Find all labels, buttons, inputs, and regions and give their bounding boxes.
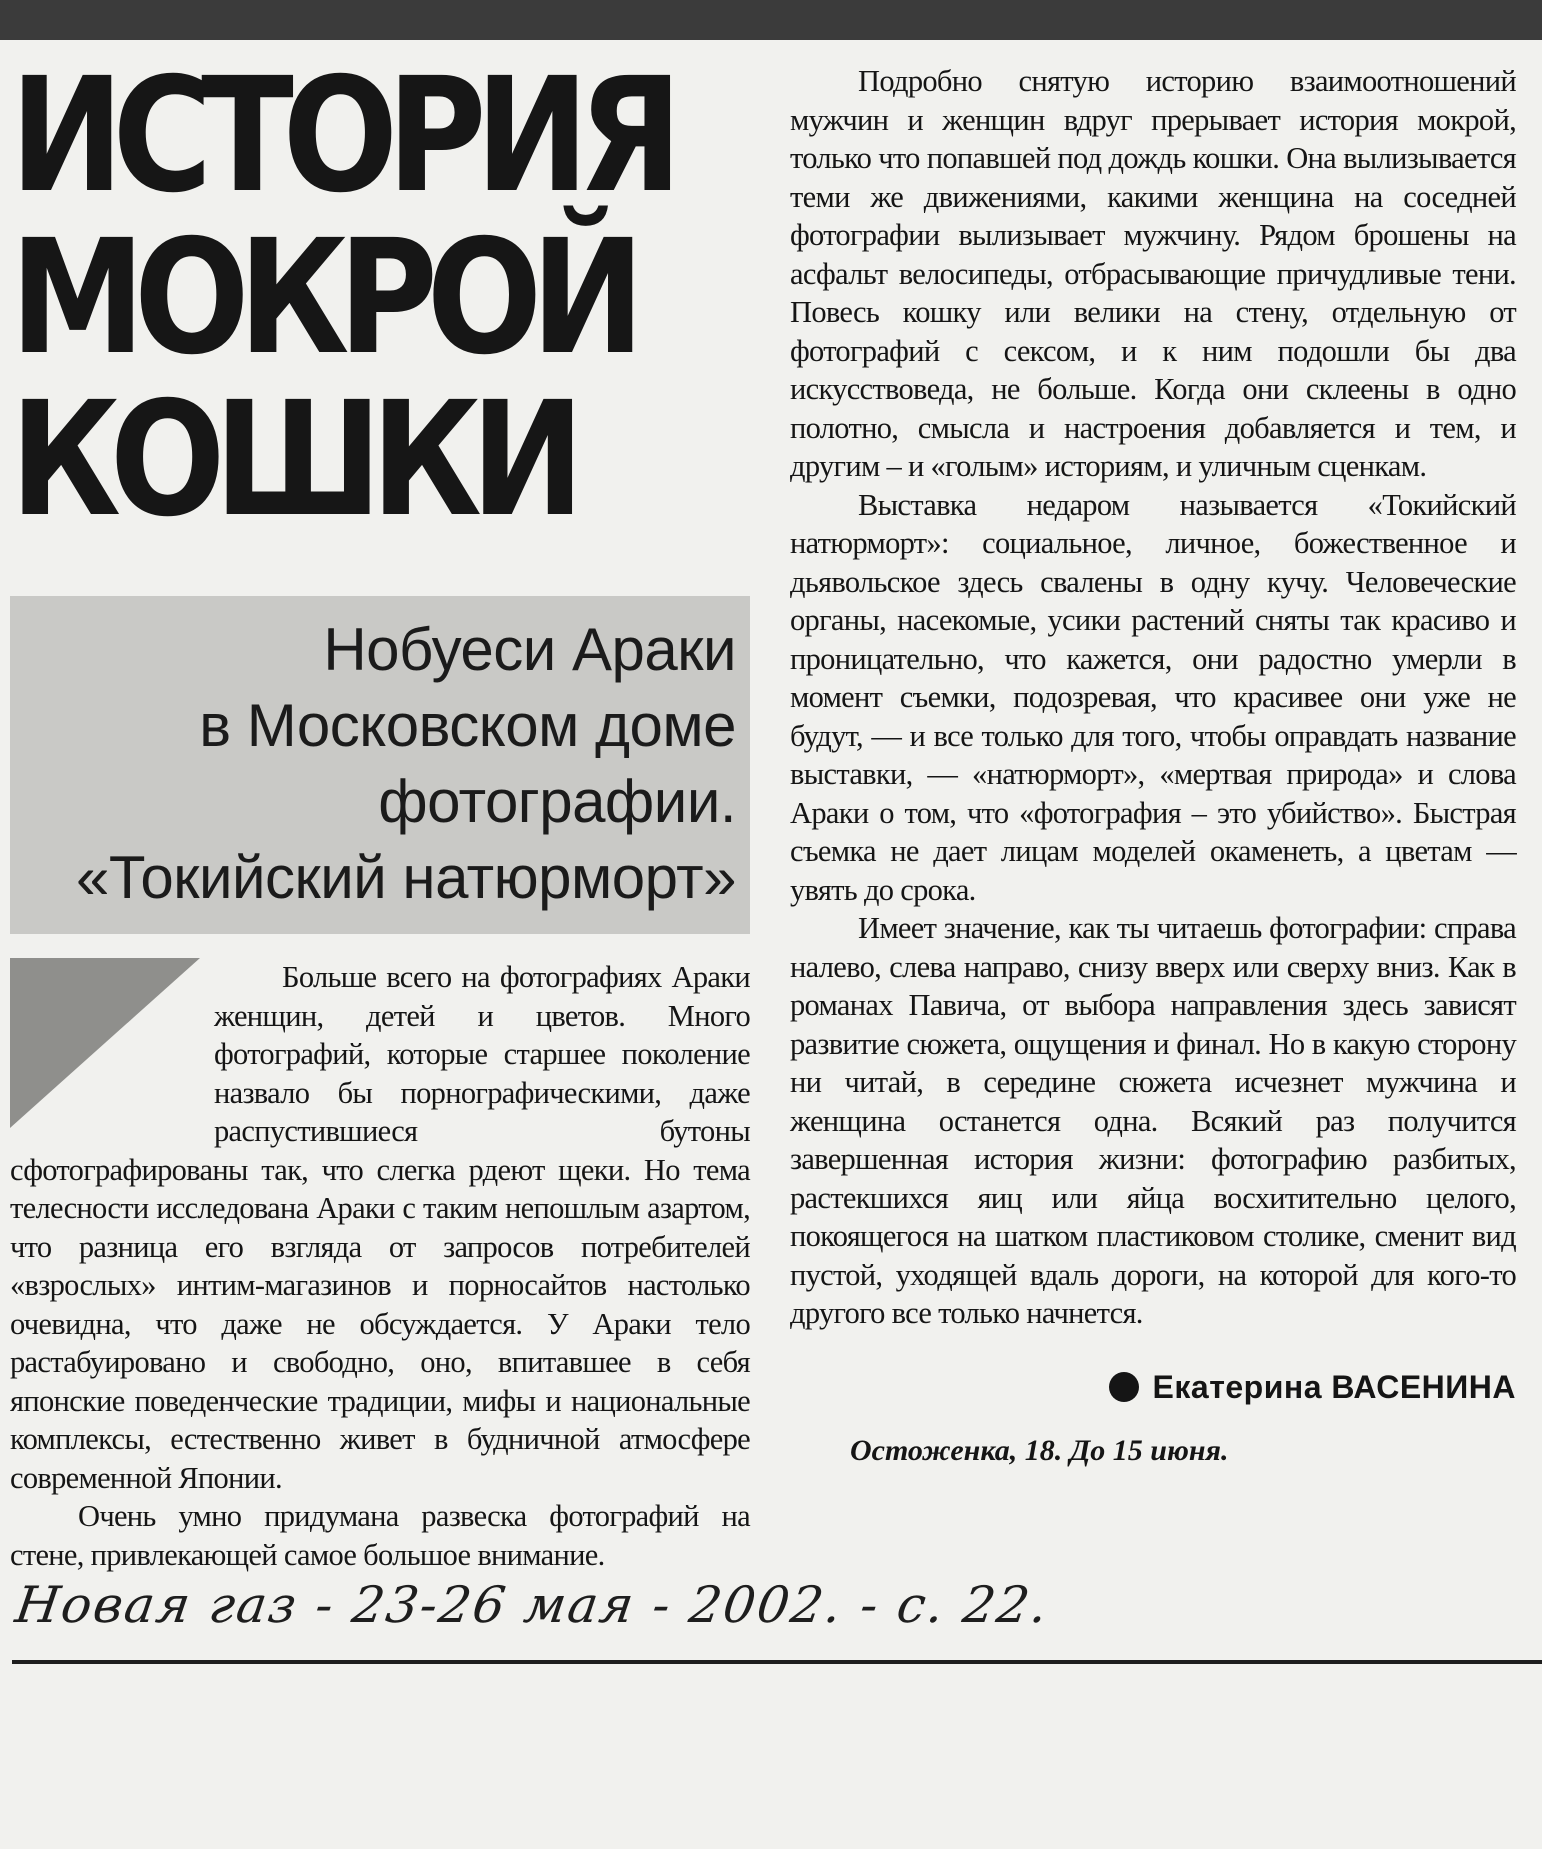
venue-info: Остоженка, 18. До 15 июня. [850, 1433, 1229, 1467]
author-byline [790, 1369, 1516, 1406]
article-paragraph: Выставка недаром называется «Токийский натюрморт»: социальное, личное, божественное и дьявольское здесь свалены в одну кучу. Человеческие органы, насекомые, усики растений сняты так красиво и проницательно, что кажется, они радостно умерли в момент съемки, подозревая, что красивее они уже не будут, — и все только для того, чтобы оправдать название выставки, — «натюрморт», «мертвая природа» и слова Араки о том, что «фотография – это убийство». Быстрая съемка не дает лицам моделей окаменеть, а цветам — увять до срока. [790, 487, 1516, 907]
left-body-text [10, 958, 750, 1574]
article-paragraph: Имеет значение, как ты читаешь фотографии: справа налево, слева направо, снизу вверх или сверху вниз. Как в романах Павича, от выбора направления здесь зависят развитие сюжета, ощущения и финал. Но в какую сторону ни читай, в середине сюжета исчезнет мужчина и женщина останется одна. Всякий раз получится завершенная история жизни: фотографию разбитых, растекшихся яиц или яйца восхитительно целого, покоящегося на шатком пластиковом столике, сменит вид пустой, уходящей вдаль дороги, на которой для кого-то другого все только начнется. [790, 911, 1516, 1330]
subtitle-line-4: «Токийский натюрморт» [76, 844, 736, 911]
top-dark-bar [0, 0, 1542, 40]
subtitle-line-1: Нобуеси Араки [323, 616, 736, 683]
subtitle-box [10, 596, 750, 934]
author-name: Екатерина ВАСЕНИНА [1152, 1368, 1516, 1405]
handwritten-underline [12, 1660, 1542, 1664]
article-paragraph: Подробно снятую историю взаимоотношений мужчин и женщин вдруг прерывает история мокрой, только что попавшей под дождь кошки. Она вылизывается теми же движениями, какими женщина на соседней фотографии вылизывает мужчину. Рядом брошены на асфальт велосипеды, отбрасывающие причудливые тени. Повесь кошку или велики на стену, отдельную от фотографий с сексом, и к ним подошли бы два искусствоведа, не больше. Когда они склеены в одно полотно, смысла и настроения добавляется и тем, и другим – и «голым» историям, и уличным сценкам. [790, 64, 1516, 483]
article-paragraph: Больше всего на фотографиях Араки женщин, детей и цветов. Много фотографий, которые старшее поколение назвало бы порнографическими, даже распустившиеся бутоны сфотографированы так, что слегка рдеют щеки. Но тема телесности исследована Араки с таким непошлым азартом, что разница его взгляда от запросов потребителей «взрослых» интим-магазинов и порносайтов настолько очевидна, что даже не обсуждается. У Араки тело растабуировано и свободно, оно, впитавшее в себя японские поведенческие традиции, мифы и национальные комплексы, естественно живет в будничной атмосфере современной Японии. [10, 960, 750, 1495]
handwritten-source-note: Новая газ - 23-26 мая - 2002. - с. 22. [11, 1576, 1053, 1634]
subtitle-line-3: фотографии. [378, 768, 736, 835]
headline-line-1: ИСТОРИЯ [10, 44, 672, 228]
headline-line-3: КОШКИ [10, 368, 574, 552]
article-paragraph: Очень умно придумана развеска фотографий на стене, привлекающей самое большое внимание. [10, 1499, 750, 1572]
right-column [790, 62, 1516, 1468]
bullet-dot-icon [1109, 1372, 1139, 1402]
left-column [10, 44, 750, 1574]
headline-line-2: МОКРОЙ [10, 206, 634, 390]
subtitle-line-2: в Московском доме [199, 692, 736, 759]
headline [10, 44, 750, 552]
